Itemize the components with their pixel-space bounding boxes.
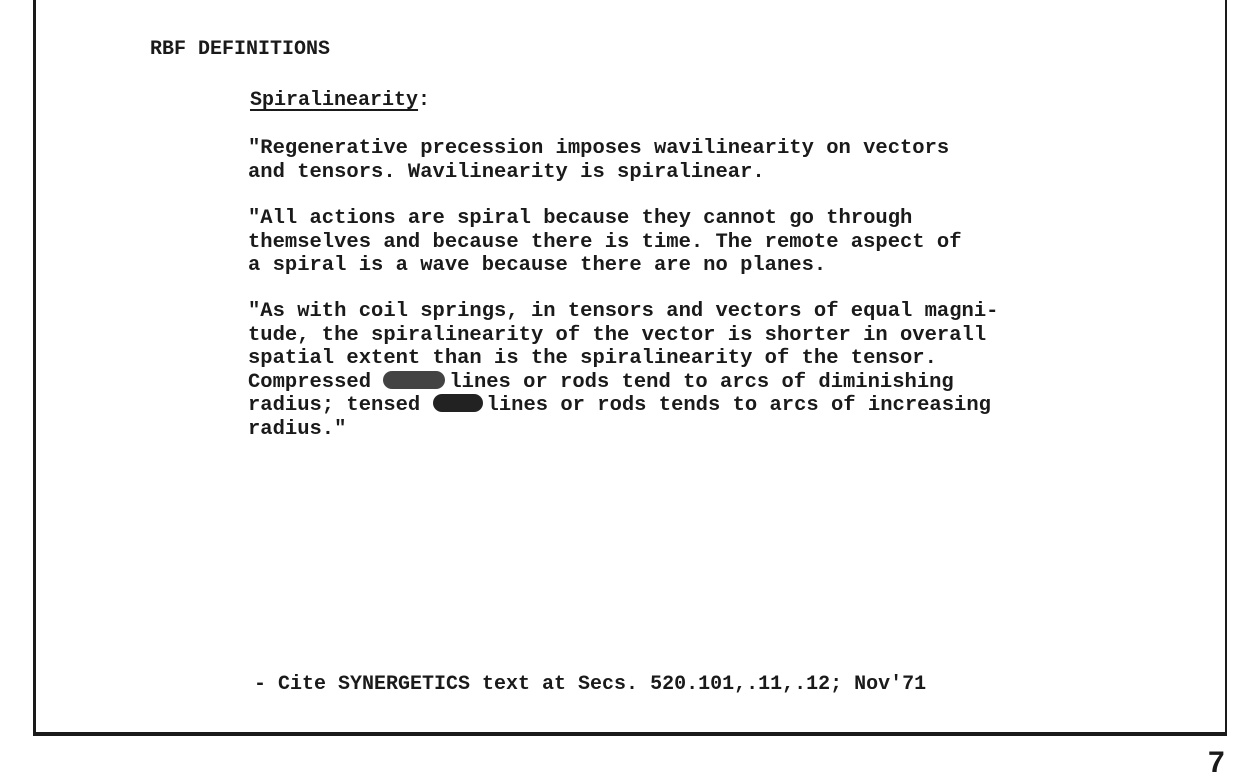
paragraph-2: [248, 207, 962, 278]
term-heading: [250, 89, 430, 112]
paragraph-line: tude, the spiralinearity of the vector is shorter in overall: [248, 323, 987, 347]
paragraph-line: "All actions are spiral because they cannot go through: [248, 207, 913, 230]
paragraph-line: radius.": [248, 417, 347, 441]
paragraph-line: "As with coil springs, in tensors and vectors of equal magni-: [248, 300, 999, 323]
paragraph-line: a spiral is a wave because there are no planes.: [248, 254, 827, 277]
redaction-mark: [433, 394, 483, 412]
paragraph-line: [248, 394, 998, 418]
redaction-mark: [383, 371, 445, 389]
term-name: Spiralinearity: [250, 89, 419, 112]
line-text: Compressed: [248, 370, 372, 394]
paragraph-line: [248, 371, 998, 395]
term-colon: :: [418, 89, 431, 112]
line-text: lines or rods tends to arcs of increasing: [486, 394, 991, 417]
document-header: RBF DEFINITIONS: [150, 38, 331, 61]
paragraph-1: [248, 137, 949, 184]
paragraph-line: "Regenerative precession imposes wavilinearity on vectors: [248, 137, 950, 160]
paragraph-line: spatial extent than is the spiralinearity of the tensor.: [248, 347, 937, 370]
line-text: lines or rods tend to arcs of diminishing: [449, 370, 954, 394]
paragraph-3: [248, 300, 998, 441]
paragraph-line: themselves and because there is time. The remote aspect of: [248, 230, 962, 254]
citation: - Cite SYNERGETICS text at Secs. 520.101,.11,.12; Nov'71: [254, 673, 927, 696]
paragraph-line: and tensors. Wavilinearity is spiralinear.: [248, 160, 765, 184]
page-number: 7: [1208, 748, 1225, 775]
line-text: radius; tensed: [248, 394, 421, 417]
